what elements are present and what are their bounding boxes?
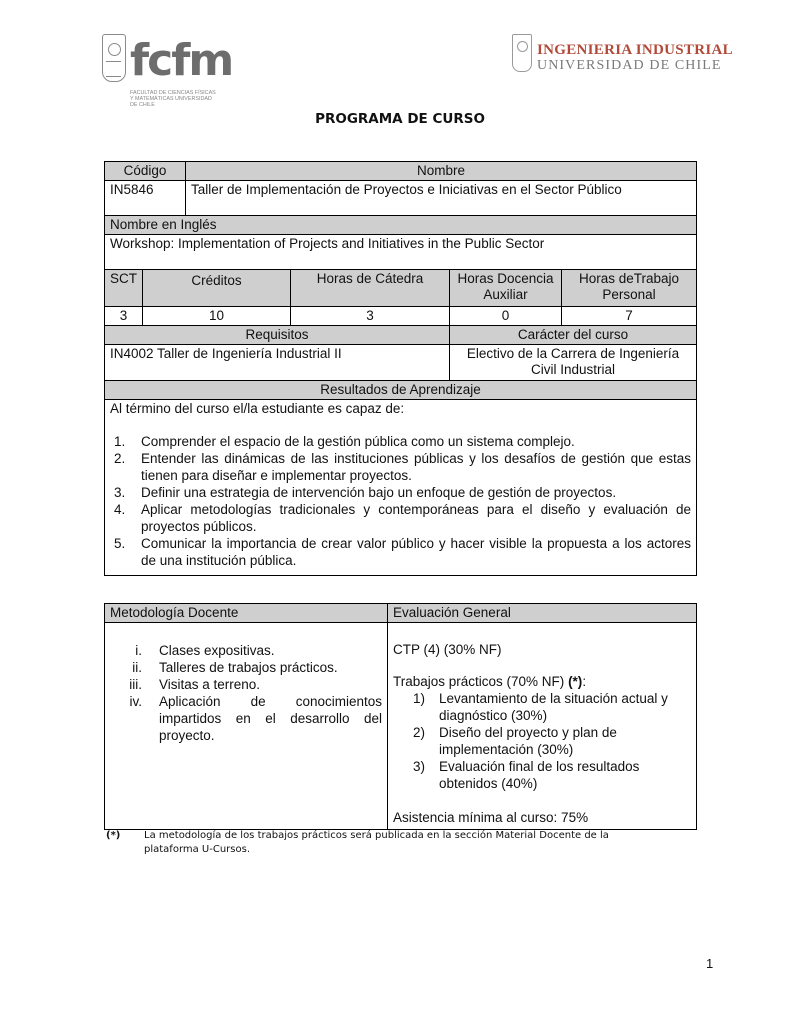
methodology-evaluation-table xyxy=(104,603,697,830)
creditos-header: Créditos xyxy=(143,270,291,307)
list-item: i. Clases expositivas. xyxy=(135,643,275,658)
list-item: 2. Entender las dinámicas de las instituciones públicas y los desafíos de gestión que estas tienen para diseñar e implementar proyectos. xyxy=(114,451,692,483)
footnote-text: La metodología de los trabajos prácticos será publicada en la sección Material Docente de la plataforma U-Cursos. xyxy=(144,830,609,855)
metodologia-header: Metodología Docente xyxy=(105,604,388,623)
department-name: INGENIERIA INDUSTRIAL xyxy=(537,42,733,58)
course-info-table xyxy=(104,161,697,576)
resultados-header: Resultados de Aprendizaje xyxy=(105,381,697,400)
fcfm-caption: FACULTAD DE CIENCIAS FÍSICAS Y MATEMÁTICAS UNIVERSIDAD DE CHILE xyxy=(130,90,216,109)
sct-header: SCT xyxy=(105,270,143,307)
sct-value: 3 xyxy=(105,307,143,326)
course-code: IN5846 xyxy=(105,181,186,216)
resultados-intro: Al término del curso el/la estudiante es capaz de: xyxy=(110,401,405,416)
resultados-cell xyxy=(105,400,697,576)
university-seal-icon xyxy=(512,34,532,72)
evaluacion-list xyxy=(393,690,691,792)
course-english-name: Workshop: Implementation of Projects and Initiatives in the Public Sector xyxy=(105,235,697,270)
document-title: PROGRAMA DE CURSO xyxy=(315,111,485,127)
metodologia-cell xyxy=(105,623,388,830)
metodologia-list xyxy=(110,642,382,744)
english-name-header: Nombre en Inglés xyxy=(105,216,697,235)
list-item: iii. Visitas a terreno. xyxy=(129,677,261,692)
list-item: iv. Aplicación de conocimientos impartidos en el desarrollo del proyecto. xyxy=(129,694,382,743)
list-item: 1) Levantamiento de la situación actual y diagnóstico (30%) xyxy=(413,691,668,723)
resultados-list xyxy=(110,433,691,569)
personal-header: Horas deTrabajo Personal xyxy=(562,270,697,307)
evaluacion-header: Evaluación General xyxy=(388,604,697,623)
university-name: UNIVERSIDAD DE CHILE xyxy=(537,58,722,73)
name-header: Nombre xyxy=(186,162,697,181)
asistencia-line: Asistencia mínima al curso: 75% xyxy=(393,810,589,825)
requisitos-header: Requisitos xyxy=(105,326,450,345)
footnote-mark: (*) xyxy=(106,830,121,841)
auxiliar-value: 0 xyxy=(450,307,562,326)
catedra-header: Horas de Cátedra xyxy=(291,270,450,307)
page-number: 1 xyxy=(706,956,714,971)
university-seal-icon xyxy=(102,34,126,82)
personal-value: 7 xyxy=(562,307,697,326)
ingenieria-industrial-logo xyxy=(512,34,733,74)
caracter-value: Electivo de la Carrera de Ingeniería Civil Industrial xyxy=(450,345,697,381)
footnote-mark: (*) xyxy=(568,674,583,689)
course-name: Taller de Implementación de Proyectos e Iniciativas en el Sector Público xyxy=(186,181,697,216)
fcfm-logo xyxy=(100,30,233,112)
auxiliar-header: Horas Docencia Auxiliar xyxy=(450,270,562,307)
evaluacion-cell xyxy=(388,623,697,830)
list-item: 1. Comprender el espacio de la gestión pública como un sistema complejo. xyxy=(114,434,575,449)
list-item: 5. Comunicar la importancia de crear valor público y hacer visible la propuesta a los actores de una institución pública. xyxy=(114,536,692,568)
caracter-header: Carácter del curso xyxy=(450,326,697,345)
catedra-value: 3 xyxy=(291,307,450,326)
list-item: 4. Aplicar metodologías tradicionales y contemporáneas para el diseño y evaluación de proyectos públicos. xyxy=(114,502,692,534)
creditos-value: 10 xyxy=(143,307,291,326)
list-item: ii. Talleres de trabajos prácticos. xyxy=(132,660,338,675)
list-item: 3. Definir una estrategia de intervención bajo un enfoque de gestión de proyectos. xyxy=(114,485,617,500)
trabajos-line: Trabajos prácticos (70% NF) (*): xyxy=(393,674,587,689)
list-item: 3) Evaluación final de los resultados obtenidos (40%) xyxy=(413,759,640,791)
fcfm-wordmark: fcfm xyxy=(130,35,233,86)
list-item: 2) Diseño del proyecto y plan de implementación (30%) xyxy=(413,725,617,757)
ctp-line: CTP (4) (30% NF) xyxy=(393,642,502,657)
code-header: Código xyxy=(105,162,186,181)
requisitos-value: IN4002 Taller de Ingeniería Industrial II xyxy=(105,345,450,381)
